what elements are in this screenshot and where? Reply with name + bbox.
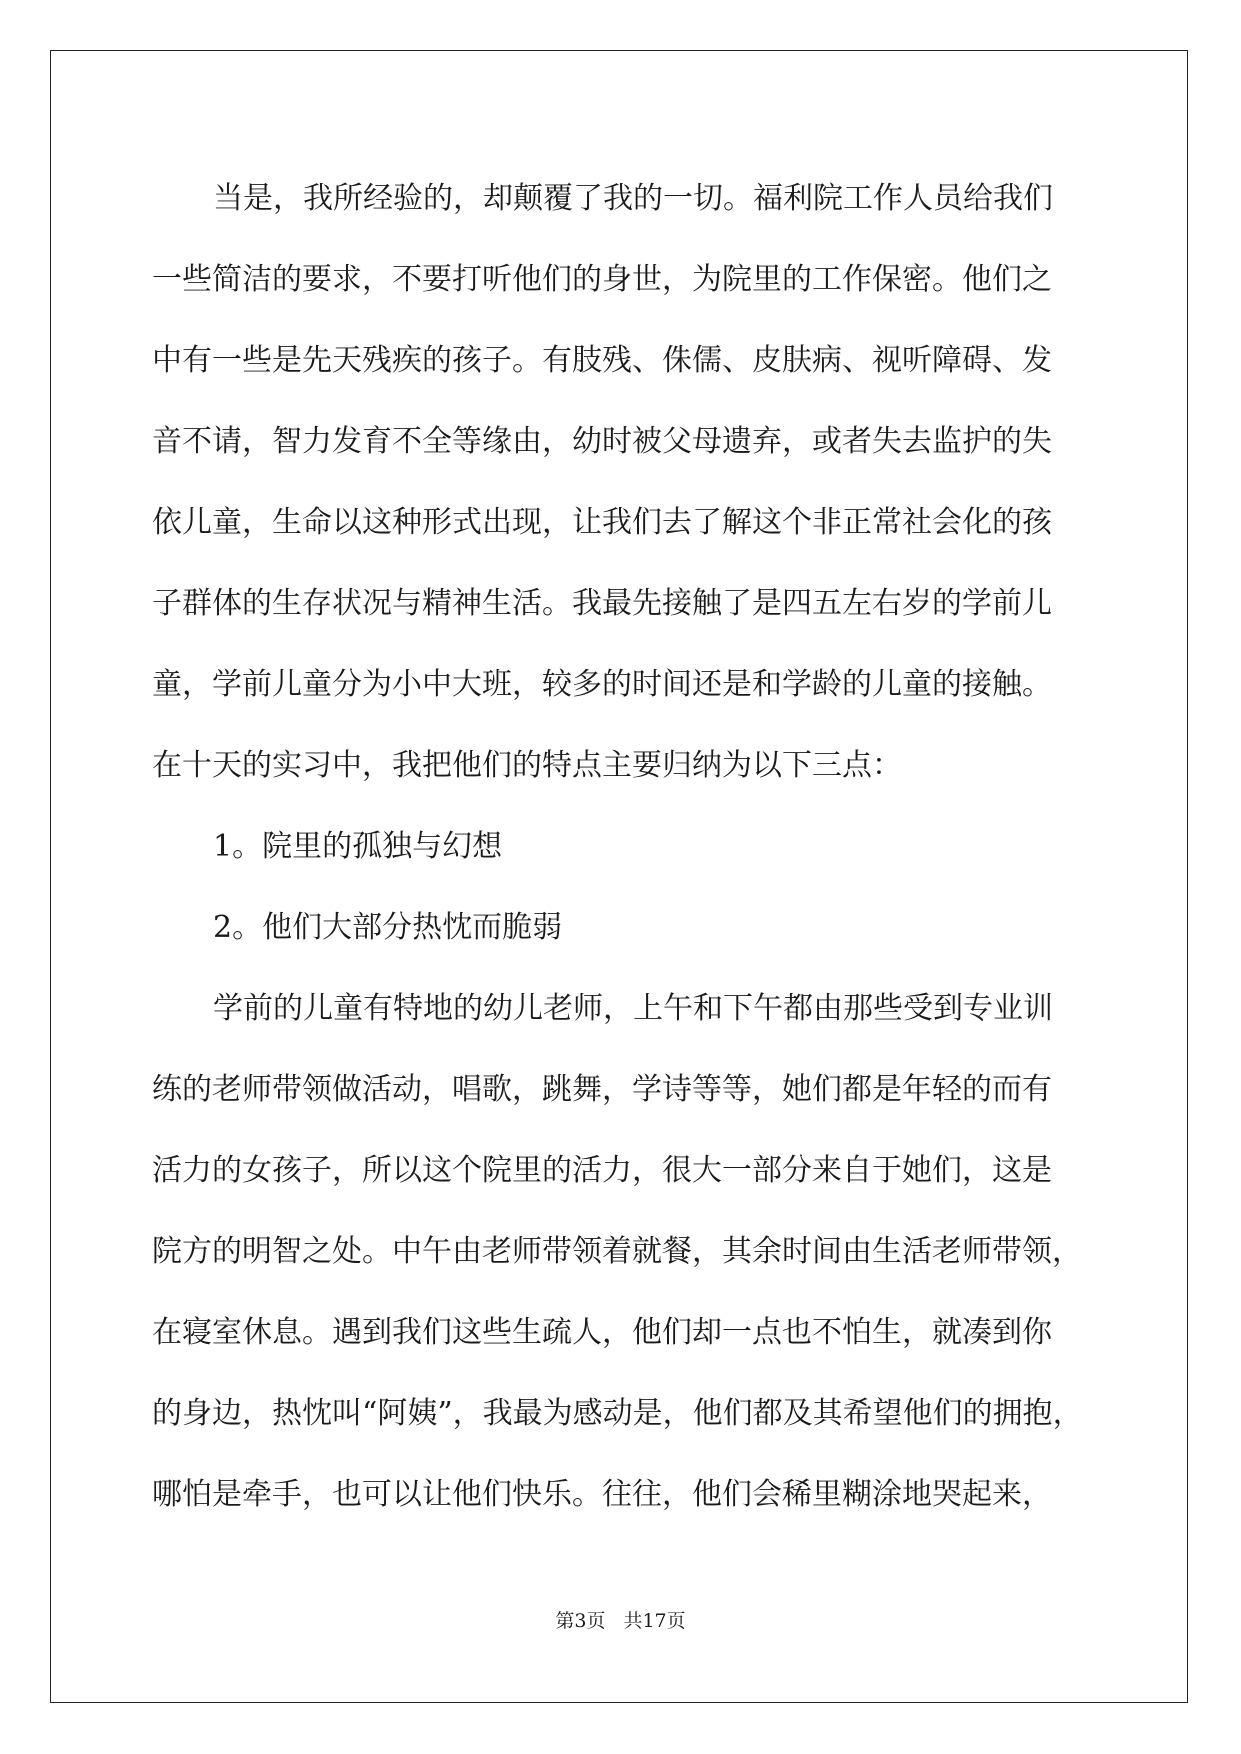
paragraph-line: 音不请，智力发育不全等缘由，幼时被父母遗弃，或者失去监护的失 [152, 424, 1052, 459]
paragraph-line: 在寝室休息。遇到我们这些生疏人，他们却一点也不怕生，就凑到你 [152, 1315, 1052, 1350]
paragraph-line: 当是，我所经验的，却颠覆了我的一切。福利院工作人员给我们 [213, 181, 1053, 216]
paragraph-line: 练的老师带领做活动，唱歌，跳舞，学诗等等，她们都是年轻的而有 [152, 1072, 1052, 1107]
paragraph-line: 的身边，热忱叫“阿姨”，我最为感动是，他们都及其希望他们的拥抱， [152, 1396, 1083, 1431]
paragraph-line: 院方的明智之处。中午由老师带领着就餐，其余时间由生活老师带领， [152, 1234, 1082, 1269]
paragraph-line: 活力的女孩子，所以这个院里的活力，很大一部分来自于她们，这是 [152, 1153, 1052, 1188]
paragraph-line: 依儿童，生命以这种形式出现，让我们去了解这个非正常社会化的孩 [152, 505, 1052, 540]
paragraph-line: 中有一些是先天残疾的孩子。有肢残、侏儒、皮肤病、视听障碍、发 [152, 343, 1052, 378]
list-item: 2。他们大部分热忱而脆弱 [213, 910, 563, 945]
list-item: 1。院里的孤独与幻想 [213, 829, 503, 864]
paragraph-line: 在十天的实习中，我把他们的特点主要归纳为以下三点： [152, 748, 902, 783]
paragraph-line: 哪怕是牵手，也可以让他们快乐。往往，他们会稀里糊涂地哭起来， [152, 1477, 1052, 1512]
paragraph-line: 一些简洁的要求，不要打听他们的身世，为院里的工作保密。他们之 [152, 262, 1052, 297]
page-number: 第3页 [555, 1610, 606, 1632]
paragraph-line: 学前的儿童有特地的幼儿老师，上午和下午都由那些受到专业训 [213, 991, 1053, 1026]
document-body [152, 158, 1092, 1535]
page-footer [0, 1606, 1241, 1633]
paragraph-line: 童，学前儿童分为小中大班，较多的时间还是和学龄的儿童的接触。 [152, 667, 1052, 702]
paragraph-line: 子群体的生存状况与精神生活。我最先接触了是四五左右岁的学前儿 [152, 586, 1052, 621]
page-total: 共17页 [623, 1610, 686, 1632]
